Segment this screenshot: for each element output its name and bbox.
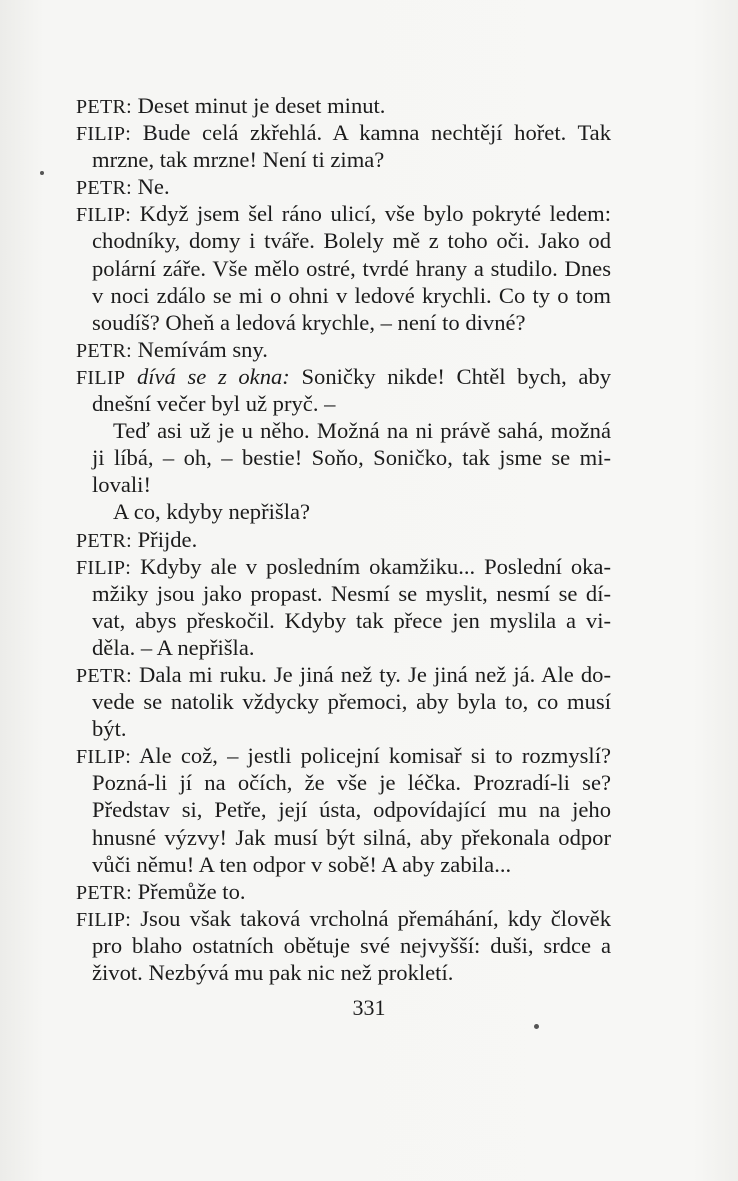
line-text: chodníky, domy i tváře. Bolely mě z toho oči. Jako od	[92, 228, 611, 254]
speech-line	[76, 905, 611, 932]
line-text: Bude celá zkřehlá. A kamna nechtějí hořet. Tak	[131, 120, 611, 146]
line-text: lovali!	[92, 472, 151, 498]
speaker-name: FILIP:	[76, 746, 132, 769]
line-text: Nemívám sny.	[131, 336, 268, 362]
continuation-line	[76, 688, 611, 715]
line-text: Představ si, Petře, její ústa, odpovídající mu na jeho	[92, 797, 611, 823]
line-text: ji líbá, – oh, – bestie! Soňo, Soničko, tak jsme se mi-	[92, 445, 611, 471]
line-text: Jsou však taková vrcholná přemáhání, kdy člověk	[131, 905, 611, 931]
speech-line	[76, 336, 611, 363]
continuation-line	[76, 227, 611, 254]
paper-speck	[534, 1024, 539, 1029]
line-text: v noci zdálo se mi o ohni v ledové krychli. Co ty o tom	[92, 282, 611, 308]
speaker-name: PETR:	[76, 881, 132, 904]
speaker-name: FILIP:	[76, 908, 132, 931]
speaker-name: FILIP:	[76, 204, 132, 227]
speaker-name: FILIP:	[76, 556, 132, 579]
continuation-line	[76, 796, 611, 823]
line-text: hnusné výzvy! Jak musí být silná, aby překonala odpor	[92, 824, 611, 850]
line-text: A co, kdyby nepřišla?	[113, 499, 311, 525]
continuation-line	[76, 255, 611, 282]
line-text: Kdyby ale v posledním okamžiku... Poslední oka-	[131, 553, 611, 579]
speaker-name: PETR:	[76, 177, 132, 200]
continuation-line	[76, 471, 611, 498]
continuation-line	[76, 851, 611, 878]
speech-line	[76, 742, 611, 769]
line-text: pro blaho ostatních obětuje své nejvyšší: duši, srdce a	[92, 932, 611, 958]
speech-line	[76, 200, 611, 227]
speech-line	[76, 553, 611, 580]
speech-line	[76, 173, 611, 200]
speaker-name: FILIP	[76, 366, 126, 389]
line-text: Teď asi už je u něho. Možná na ni právě sahá, možná	[113, 418, 611, 444]
continuation-line	[76, 959, 611, 986]
line-text: mžiky jsou jako propast. Nesmí se myslit, nesmí se dí-	[92, 580, 611, 606]
continuation-line	[76, 634, 611, 661]
speech-line	[76, 526, 611, 553]
paper-speck	[40, 171, 44, 175]
speaker-name: PETR:	[76, 664, 132, 687]
continuation-line	[76, 769, 611, 796]
line-text: Přemůže to.	[131, 878, 246, 904]
speaker-name: FILIP:	[76, 123, 132, 146]
speech-line	[76, 119, 611, 146]
continuation-line	[76, 932, 611, 959]
line-text: vat, abys přeskočil. Kdyby tak přece jen myslila a vi-	[92, 607, 611, 633]
continuation-line	[76, 146, 611, 173]
speaker-name: PETR:	[76, 96, 132, 118]
continuation-line	[76, 824, 611, 851]
page-number: 331	[352, 995, 386, 1020]
continuation-line	[76, 498, 611, 525]
line-text: Když jsem šel ráno ulicí, vše bylo pokryté ledem:	[131, 201, 611, 227]
line-text: Ale což, – jestli policejní komisař si to rozmyslí?	[131, 743, 611, 769]
line-text: vede se natolik vždycky přemoci, aby byla to, co musí	[92, 689, 611, 715]
line-text: život. Nezbývá mu pak nic než prokletí.	[92, 960, 454, 985]
stage-direction: dívá se z okna:	[125, 363, 290, 389]
continuation-line	[76, 580, 611, 607]
speech-line	[76, 92, 611, 119]
speech-line	[76, 363, 611, 390]
speech-line	[76, 878, 611, 905]
continuation-line	[76, 715, 611, 742]
continuation-line	[76, 607, 611, 634]
line-text: vůči němu! A ten odpor v sobě! A aby zabila...	[92, 851, 512, 877]
line-text: dnešní večer byl už pryč. –	[92, 391, 336, 417]
line-text: Deset minut je deset minut.	[131, 93, 386, 118]
play-dialogue-text	[76, 92, 611, 986]
line-text: Pozná-li jí na očích, že vše je léčka. Prozradí-li se?	[92, 770, 611, 796]
line-text: polární záře. Vše mělo ostré, tvrdé hrany a studilo. Dnes	[92, 255, 611, 281]
continuation-line	[76, 282, 611, 309]
continuation-line	[76, 390, 611, 417]
speaker-name: PETR:	[76, 529, 132, 552]
continuation-line	[76, 309, 611, 336]
speech-line	[76, 661, 611, 688]
line-text: Soničky nikde! Chtěl bych, aby	[289, 363, 611, 389]
continuation-line	[76, 444, 611, 471]
line-text: Dala mi ruku. Je jiná než ty. Je jiná než já. Ale do-	[131, 661, 611, 687]
line-text: být.	[92, 716, 127, 742]
speaker-name: PETR:	[76, 339, 132, 362]
line-text: děla. – A nepřišla.	[92, 634, 255, 660]
line-text: Ne.	[131, 174, 170, 200]
line-text: mrzne, tak mrzne! Není ti zima?	[92, 147, 385, 173]
line-text: soudíš? Oheň a ledová krychle, – není to divné?	[92, 309, 526, 335]
line-text: Přijde.	[131, 526, 198, 552]
continuation-line	[76, 417, 611, 444]
